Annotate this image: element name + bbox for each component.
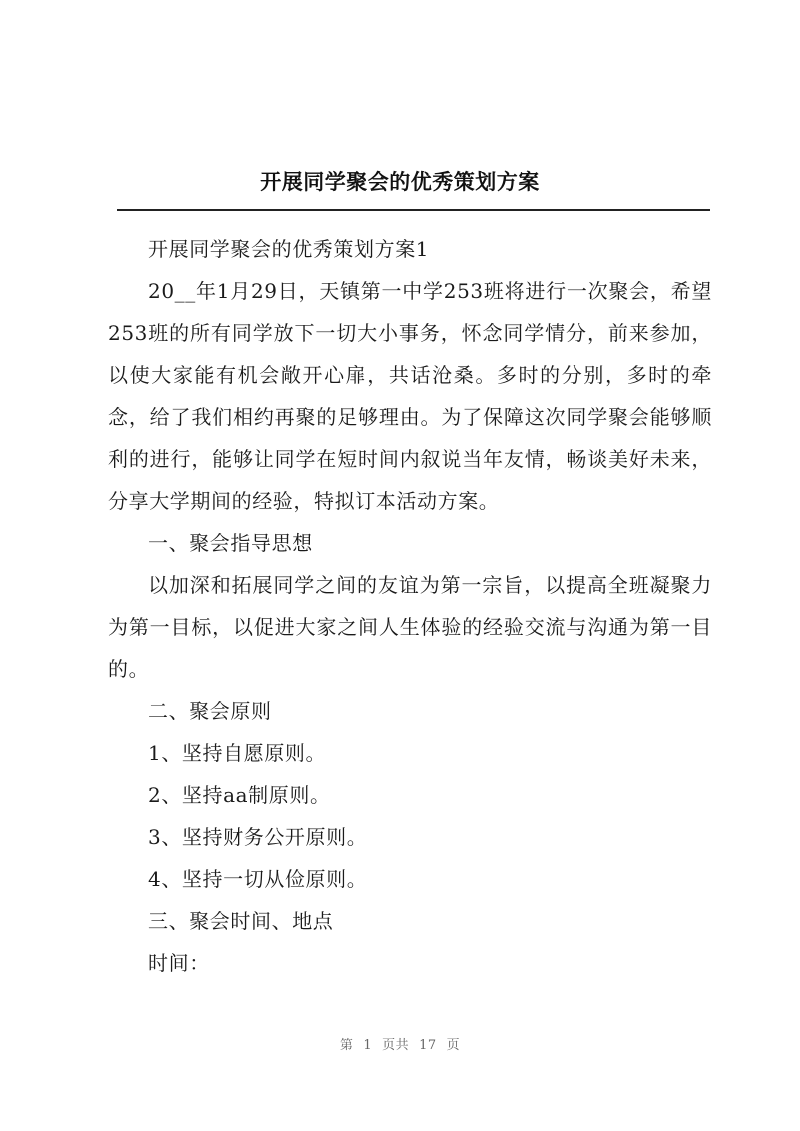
- paragraph-time: 时间：: [148, 951, 210, 975]
- paragraph-guiding-thought: 以加深和拓展同学之间的友谊为第一宗旨，以提高全班凝聚力为第一目标，以促进大家之间人生体验的经验交流与沟通为第一目的。: [108, 573, 712, 681]
- paragraph-heading-principles: 二、聚会原则: [148, 699, 272, 723]
- paragraph-principle-2: 2、坚持aa制原则。: [148, 783, 331, 807]
- document-body: [108, 228, 712, 984]
- paragraph-principle-4: 4、坚持一切从俭原则。: [148, 867, 368, 891]
- footer-page-suffix: 页: [446, 1038, 461, 1053]
- document-title: 开展同学聚会的优秀策划方案: [260, 169, 540, 194]
- paragraph-heading-time-place: 三、聚会时间、地点: [148, 909, 334, 933]
- paragraph-principle-3: 3、坚持财务公开原则。: [148, 825, 368, 849]
- paragraph-section-heading: 开展同学聚会的优秀策划方案1: [148, 237, 430, 261]
- paragraph-intro: 20__年1月29日，天镇第一中学253班将进行一次聚会，希望253班的所有同学放下一切大小事务，怀念同学情分，前来参加，以使大家能有机会敞开心扉，共话沧桑。多时的分别，多时的牵念，给了我们相约再聚的足够理由。为了保障这次同学聚会能够顺利的进行，能够让同学在短时间内叙说当年友情，畅谈美好未来，分享大学期间的经验，特拟订本活动方案。: [108, 279, 712, 513]
- footer-page-number: 1: [363, 1038, 373, 1053]
- page-footer: [0, 1034, 800, 1053]
- title-divider: [117, 209, 710, 211]
- footer-page-of: 页共: [382, 1038, 410, 1053]
- footer-page-label: 第: [339, 1038, 354, 1053]
- paragraph-principle-1: 1、坚持自愿原则。: [148, 741, 327, 765]
- footer-total-pages: 17: [419, 1038, 437, 1053]
- paragraph-heading-guiding-thought: 一、聚会指导思想: [148, 531, 313, 555]
